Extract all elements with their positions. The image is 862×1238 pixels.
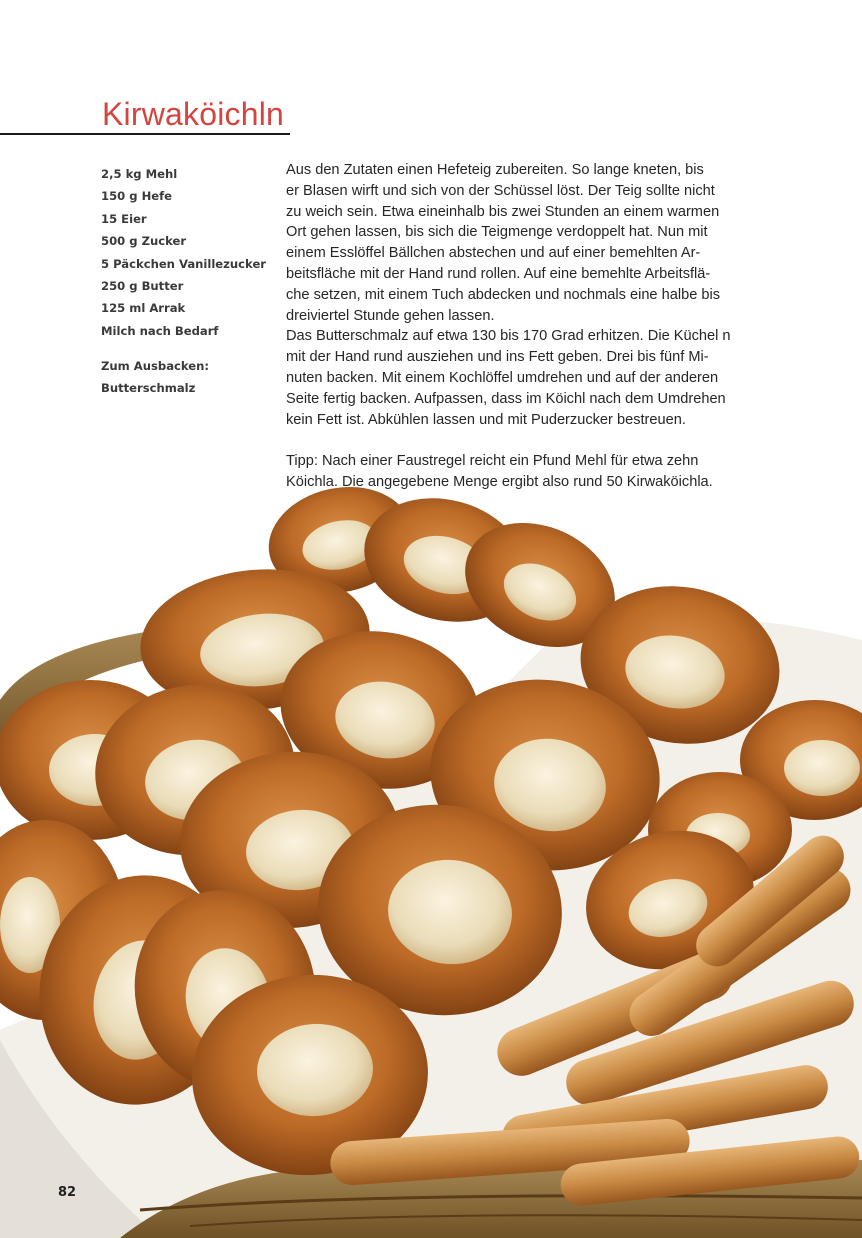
paragraph-gap [286, 430, 756, 451]
frying-heading: Zum Ausbacken: [101, 359, 210, 373]
ingredient-item: 15 Eier [101, 211, 147, 226]
instruction-line: dreiviertel Stunde gehen lassen. [286, 307, 495, 324]
tip-line: Tipp: Nach einer Faustregel reicht ein Pfund Mehl für etwa zehn [286, 453, 699, 470]
title-rule [0, 133, 290, 135]
ingredient-item: Milch nach Bedarf [101, 323, 219, 338]
ingredient-item: 125 ml Arrak [101, 301, 186, 316]
ingredient-item: 2,5 kg Mehl [101, 167, 178, 181]
tip-line: Köichla. Die angegebene Menge ergibt also rund 50 Kirwaköichla. [286, 473, 713, 490]
ingredient-item: 150 g Hefe [101, 189, 173, 204]
instruction-line: Aus den Zutaten einen Hefeteig zubereiten. So lange kneten, bis [286, 162, 704, 178]
ingredient-item: 250 g Butter [101, 279, 184, 294]
instruction-line: er Blasen wirft und sich von der Schüssel löst. Der Teig sollte nicht [286, 182, 715, 199]
instruction-line: beitsfläche mit der Hand rund rollen. Auf eine bemehlte Arbeitsflä- [286, 265, 711, 282]
instructions [286, 160, 756, 493]
instruction-line: Seite fertig backen. Aufpassen, dass im Köichl nach dem Umdrehen [286, 390, 726, 407]
recipe-title: Kirwaköichln [102, 96, 285, 132]
instruction-line: nuten backen. Mit einem Kochlöffel umdrehen und auf der anderen [286, 369, 719, 386]
instruction-line: Das Butterschmalz auf etwa 130 bis 170 Grad erhitzen. Die Küchel n [286, 328, 731, 345]
ingredient-item: 5 Päckchen Vanillezucker [101, 256, 267, 271]
instruction-line: einem Esslöffel Bällchen abstechen und auf einer bemehlten Ar- [286, 245, 701, 262]
page-number: 82 [58, 1185, 77, 1200]
ingredient-list [101, 163, 271, 342]
instruction-line: Ort gehen lassen, bis sich die Teigmenge verdoppelt hat. Nun mit [286, 224, 708, 241]
pastry-photo [0, 480, 862, 1238]
ingredient-item: 500 g Zucker [101, 234, 187, 249]
instruction-line: mit der Hand rund ausziehen und ins Fett geben. Drei bis fünf Mi- [286, 349, 709, 366]
frying-item: Butterschmalz [101, 381, 196, 396]
instruction-line: zu weich sein. Etwa eineinhalb bis zwei Stunden an einem warmen [286, 203, 720, 220]
instruction-line: che setzen, mit einem Tuch abdecken und nochmals eine halbe bis [286, 286, 721, 303]
frying-section [101, 355, 271, 400]
instruction-line: kein Fett ist. Abkühlen lassen und mit Puderzucker bestreuen. [286, 411, 686, 428]
